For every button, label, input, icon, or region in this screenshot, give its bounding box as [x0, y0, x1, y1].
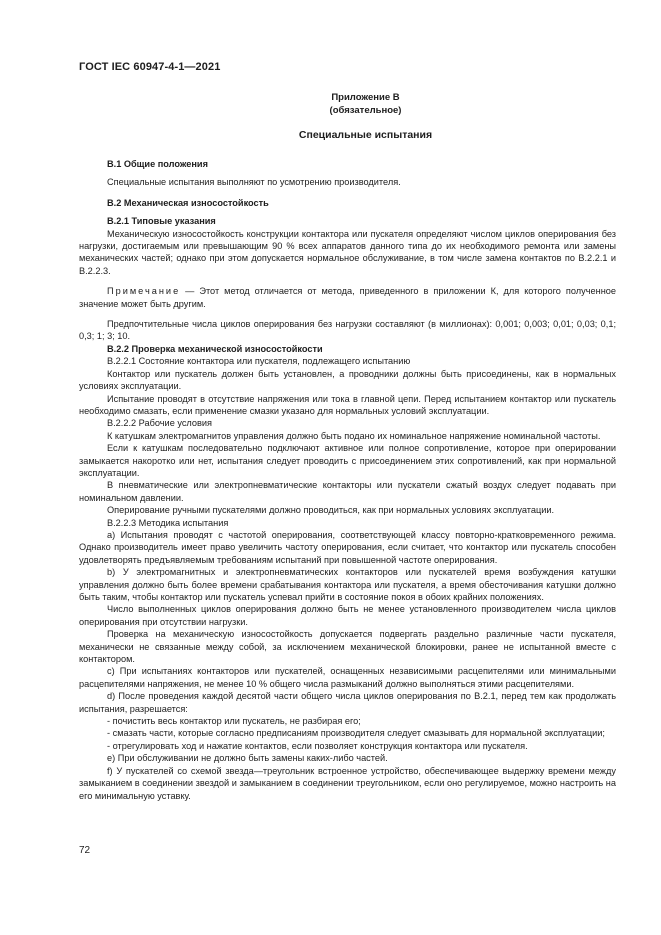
- paragraph: Если к катушкам последовательно подключают активное или полное сопротивление, которое при оперировании замыкается накоротко или нет, испытания следует проводить с присоединением этих сопротивлений, как при нормальной эксплуатации.: [79, 443, 616, 478]
- note-paragraph: [79, 285, 616, 310]
- document-header: ГОСТ IEC 60947-4-1—2021: [79, 61, 221, 73]
- page-number: 72: [79, 845, 91, 856]
- note-text: — Этот метод отличается от метода, приведенного в приложении К, для которого полученное значение может быть другим.: [79, 286, 616, 309]
- section-title: Специальные испытания: [298, 129, 433, 141]
- list-item-b: b) У электромагнитных и электропневматических контакторов или пускателей время возбуждения катушки управления должно быть более времени срабатывания контактора или пускателя, а время обесточивания катушки должно быть таким, чтобы контактор или пускатель успевал прийти в состояние покоя в обоих крайних положениях.: [79, 567, 616, 602]
- list-item-e: е) При обслуживании не должно быть замены каких-либо частей.: [107, 753, 388, 764]
- clause-b22-heading: В.2.2 Проверка механической износостойкости: [107, 343, 323, 354]
- note-label: Примечание: [107, 286, 181, 297]
- clause-b21-heading: В.2.1 Типовые указания: [107, 216, 216, 227]
- clause-b2-heading: В.2 Механическая износостойкость: [107, 197, 269, 208]
- annex-status: (обязательное): [329, 105, 402, 116]
- list-subitem: - отрегулировать ход и нажатие контактов, если позволяет конструкция контактора или пускателя.: [107, 740, 528, 751]
- paragraph: Механическую износостойкость конструкции контактора или пускателя определяют числом циклов оперирования без нагрузки, достигаемым или превышающим 90 % всех аппаратов данного типа до их необходимого ремонта или замены механических частей; однако при этом допускается нормальное обслуживание, в том числе замена контактов по В.2.2.1 и В.2.2.3.: [79, 228, 616, 276]
- list-subitem: - почистить весь контактор или пускатель, не разбирая его;: [107, 716, 361, 727]
- paragraph: Контактор или пускатель должен быть установлен, а проводники должны быть присоединены, как в нормальных условиях эксплуатации.: [79, 368, 616, 392]
- annex-title: Приложение В: [331, 92, 400, 103]
- paragraph: Число выполненных циклов оперирования должно быть не менее установленного производителем числа циклов оперирования при отсутствии нагрузки.: [79, 604, 616, 627]
- clause-b223-heading: В.2.2.3 Методика испытания: [107, 517, 229, 528]
- clause-b221-heading: В.2.2.1 Состояние контактора или пускателя, подлежащего испытанию: [107, 356, 411, 367]
- annex-heading: [35, 91, 661, 117]
- clause-b222-heading: В.2.2.2 Рабочие условия: [107, 418, 212, 429]
- paragraph: В пневматические или электропневматические контакторы или пускатели сжатый воздух следует подавать при номинальном давлении.: [79, 480, 616, 503]
- paragraph: Испытание проводят в отсутствие напряжения или тока в главной цепи. Перед испытанием контактор или пускатель необходимо смазать, если применение смазки указано для нормальных условий эксплуатации.: [79, 393, 616, 416]
- list-item-c: с) При испытаниях контакторов или пускателей, оснащенных независимыми расцепителями или минимальными расцепителями напряжения, не менее 10 % общего числа размыканий должно выполняться этими расцепителями.: [79, 666, 616, 689]
- list-item-a: а) Испытания проводят с частотой оперирования, соответствующей классу повторно-кратковременного режима. Однако производитель имеет право увеличить частоту оперирования, если считает, что контактор или пускатель способен удовлетворять предъявляемым требованиям испытаний при повышенной частоте оперирования.: [79, 529, 616, 565]
- paragraph: Проверка на механическую износостойкость допускается подвергать раздельно различные части пускателя, механически не связанные между собой, за исключением механической блокировки, ранее не испытанной вместе с контактором.: [79, 629, 616, 665]
- list-subitem: - смазать части, которые согласно предписаниям производителя следует смазывать для нормальной эксплуатации;: [107, 728, 605, 739]
- list-item-d: d) После проведения каждой десятой части общего числа циклов оперирования по В.2.1, перед тем как продолжать испытания, разрешается:: [79, 691, 616, 714]
- paragraph: Оперирование ручными пускателями должно проводиться, как при нормальных условиях эксплуатации.: [107, 505, 555, 516]
- list-item-f: f) У пускателей со схемой звезда—треугольник встроенное устройство, обеспечивающее выдержку времени между замыканием в соединении звездой и замыканием в соединении треугольником, если оно регулируемое, можно настроить на его минимальную уставку.: [79, 765, 616, 801]
- paragraph: Специальные испытания выполняют по усмотрению производителя.: [107, 177, 401, 188]
- paragraph: К катушкам электромагнитов управления должно быть подано их номинальное напряжение номинальной частоты.: [107, 430, 601, 441]
- paragraph: Предпочтительные числа циклов оперирования без нагрузки составляют (в миллионах): 0,001; 0,003; 0,01; 0,03; 0,1; 0,3; 1; 3; 10.: [79, 319, 616, 342]
- clause-b1-heading: В.1 Общие положения: [107, 159, 208, 169]
- document-body: [79, 158, 616, 802]
